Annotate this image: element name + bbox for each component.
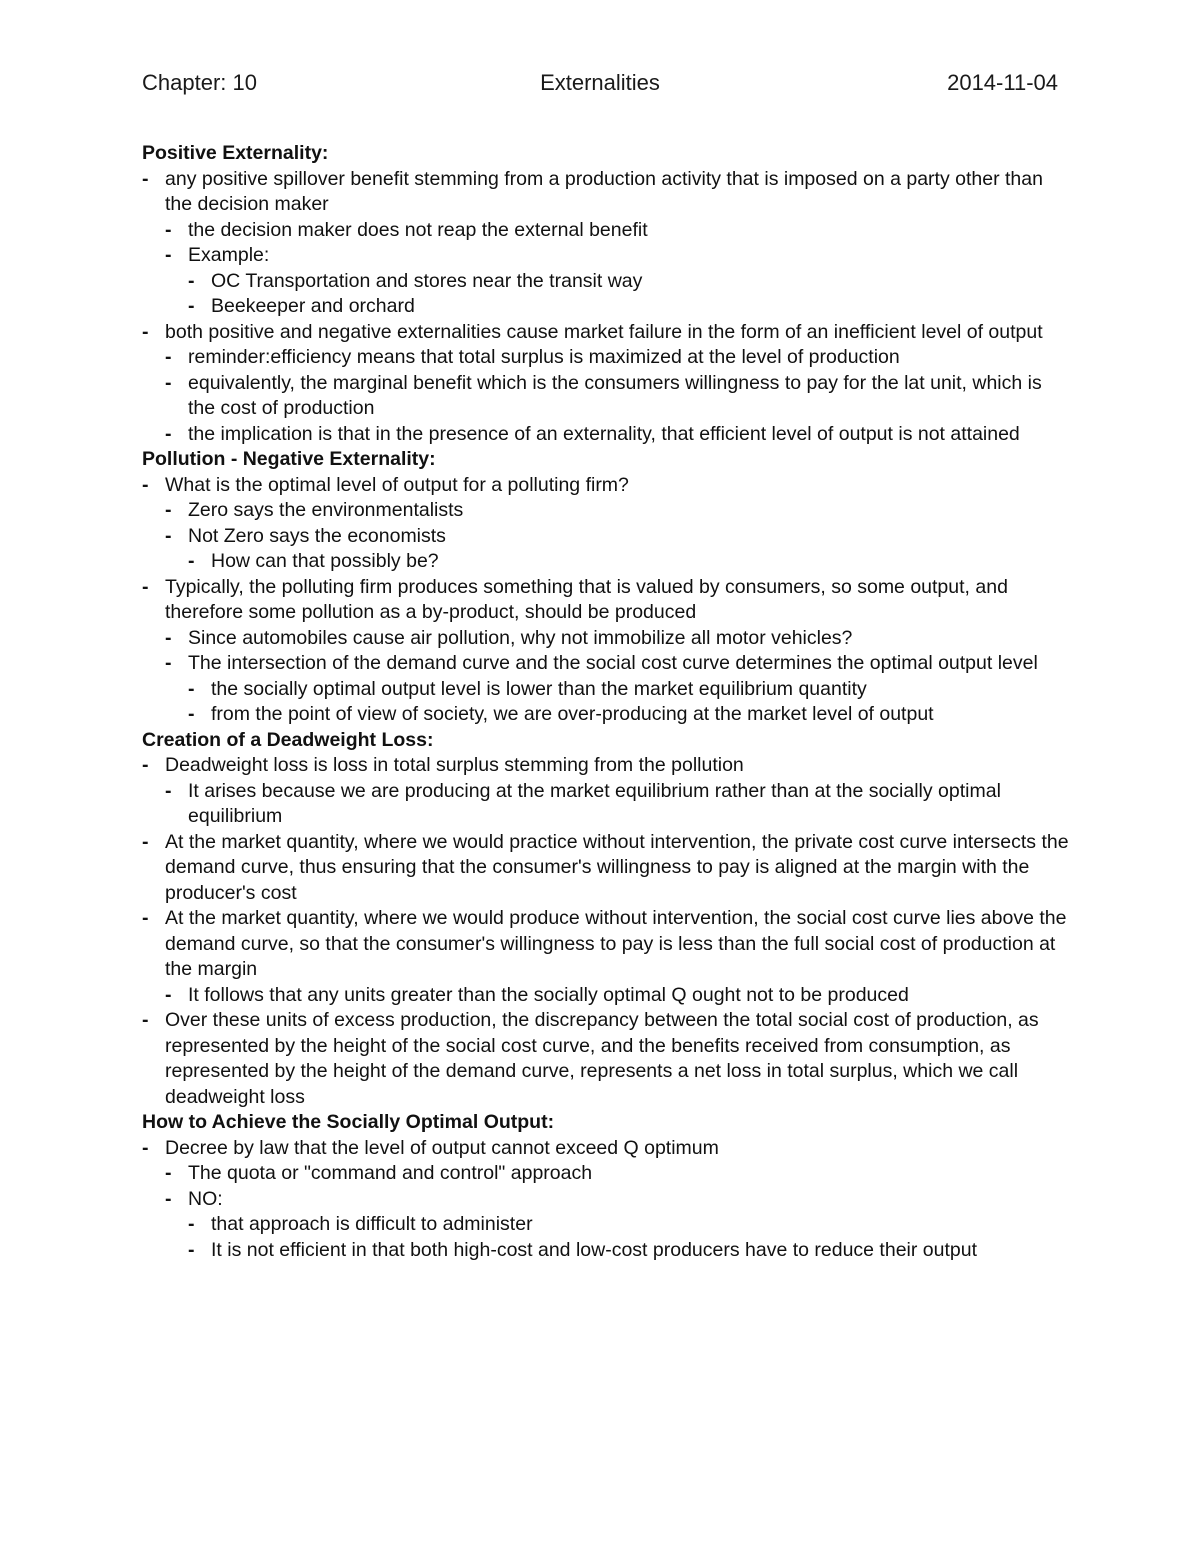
section-heading: Positive Externality: xyxy=(142,142,329,164)
section-heading: Creation of a Deadweight Loss: xyxy=(142,728,434,751)
bullet-item: - Not Zero says the economists xyxy=(165,524,1072,550)
section-socially-optimal-output xyxy=(142,1110,1072,1263)
page-header xyxy=(142,70,1058,100)
bullet-item: - At the market quantity, where we would produce without intervention, the social cost curve lies above the demand curve, so that the consumer's willingness to pay is less than the full social cost of production at the margin xyxy=(142,906,1072,983)
bullet-item: - At the market quantity, where we would practice without intervention, the private cost curve intersects the demand curve, thus ensuring that the consumer's willingness to pay is aligned at the margin with the producer's cost xyxy=(142,830,1072,907)
document-title: Externalities xyxy=(540,70,660,95)
bullet-item: - the implication is that in the presence of an externality, that efficient level of output is not attained xyxy=(165,422,1072,448)
bullet-item: - equivalently, the marginal benefit which is the consumers willingness to pay for the lat unit, which is the cost of production xyxy=(165,371,1072,422)
bullet-item: - Over these units of excess production, the discrepancy between the total social cost of production, as represented by the height of the social cost curve, and the benefits received from consumption, as represented by the height of the demand curve, represents a net loss in total surplus, which we call deadweight loss xyxy=(142,1008,1072,1110)
bullet-item: - It follows that any units greater than the socially optimal Q ought not to be produced xyxy=(165,983,1072,1009)
bullet-item: - OC Transportation and stores near the transit way xyxy=(188,269,1072,295)
bullet-item: - Zero says the environmentalists xyxy=(165,498,1072,524)
bullet-item: - Decree by law that the level of output cannot exceed Q optimum xyxy=(142,1136,1072,1162)
bullet-item: - The quota or "command and control" approach xyxy=(165,1161,1072,1187)
bullet-item: - How can that possibly be? xyxy=(188,549,1072,575)
bullet-item: - What is the optimal level of output for a polluting firm? xyxy=(142,473,1072,499)
bullet-item: - any positive spillover benefit stemming from a production activity that is imposed on a party other than the decision maker xyxy=(142,167,1072,218)
section-pollution-negative-externality xyxy=(142,447,1072,728)
section-heading: How to Achieve the Socially Optimal Output: xyxy=(142,1111,555,1133)
section-positive-externality xyxy=(142,141,1072,447)
bullet-item: - Since automobiles cause air pollution, why not immobilize all motor vehicles? xyxy=(165,626,1072,652)
bullet-item: - from the point of view of society, we are over-producing at the market level of output xyxy=(188,702,1072,728)
document-date: 2014-11-04 xyxy=(947,70,1058,95)
bullet-item: - the decision maker does not reap the external benefit xyxy=(165,218,1072,244)
bullet-item: - reminder:efficiency means that total surplus is maximized at the level of production xyxy=(165,345,1072,371)
bullet-item: - Beekeeper and orchard xyxy=(188,294,1072,320)
chapter-label: Chapter: 10 xyxy=(142,70,257,95)
bullet-item: - It is not efficient in that both high-cost and low-cost producers have to reduce their output xyxy=(188,1238,1072,1264)
bullet-item: - the socially optimal output level is lower than the market equilibrium quantity xyxy=(188,677,1072,703)
bullet-item: - The intersection of the demand curve and the social cost curve determines the optimal output level xyxy=(165,651,1072,677)
notes-body xyxy=(142,141,1072,1263)
bullet-item: - Example: xyxy=(165,243,1072,269)
bullet-item: - that approach is difficult to administer xyxy=(188,1212,1072,1238)
bullet-item: - Typically, the polluting firm produces something that is valued by consumers, so some output, and therefore some pollution as a by-product, should be produced xyxy=(142,575,1072,626)
bullet-item: - It arises because we are producing at the market equilibrium rather than at the socially optimal equilibrium xyxy=(165,779,1072,830)
section-deadweight-loss xyxy=(142,728,1072,1111)
bullet-item: - both positive and negative externalities cause market failure in the form of an inefficient level of output xyxy=(142,320,1072,346)
bullet-item: - NO: xyxy=(165,1187,1072,1213)
section-heading: Pollution - Negative Externality: xyxy=(142,448,436,470)
bullet-item: - Deadweight loss is loss in total surplus stemming from the pollution xyxy=(142,753,1072,779)
